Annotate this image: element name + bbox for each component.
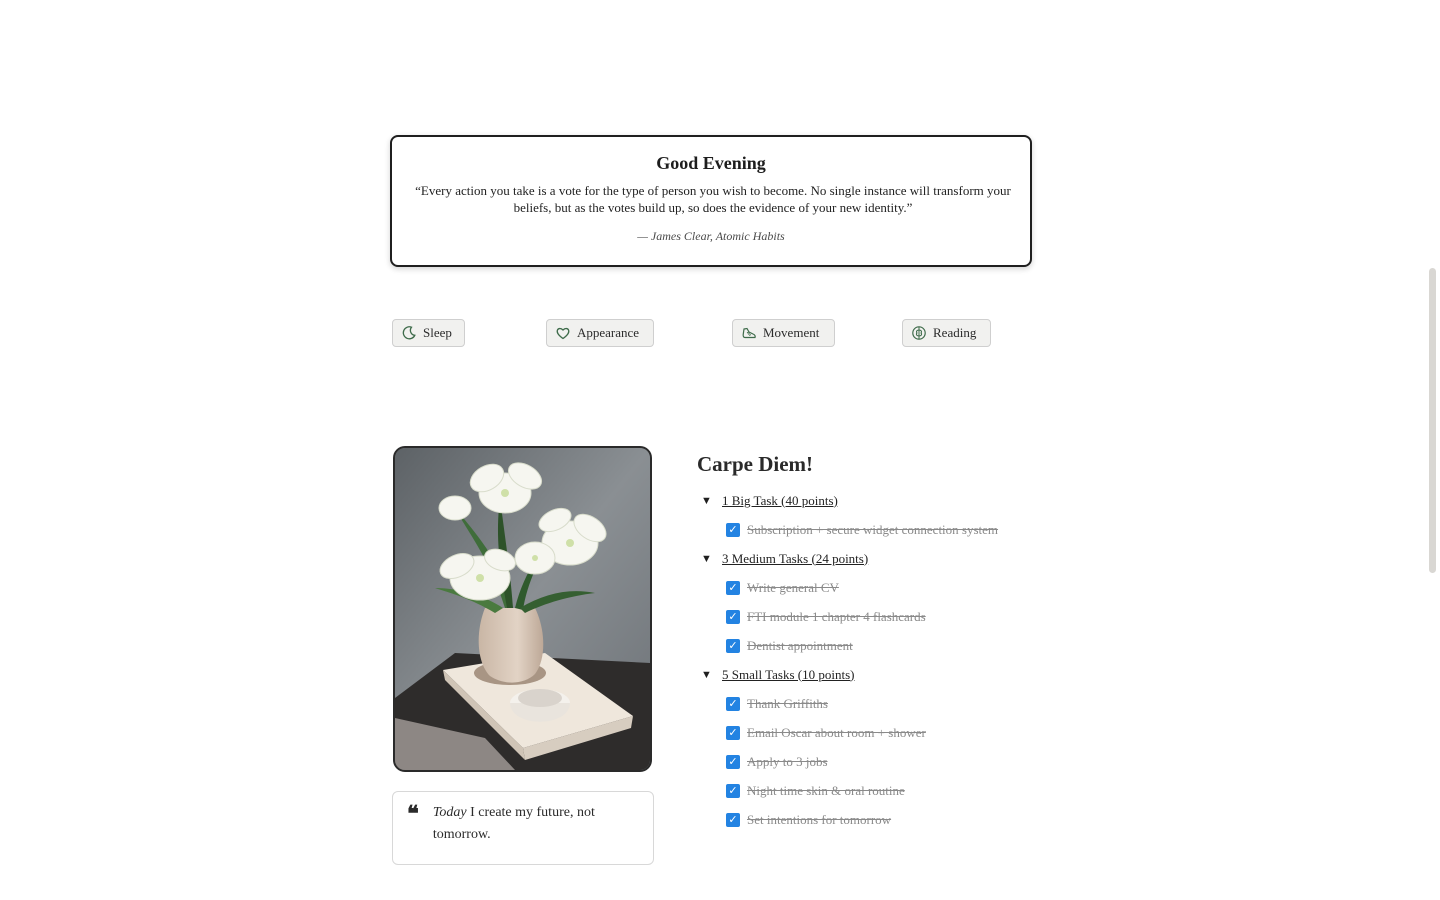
habit-button-movement[interactable]: [732, 319, 835, 347]
toggle-triangle-icon[interactable]: ▼: [701, 552, 712, 565]
task-item: [697, 805, 1057, 834]
checkbox-checked[interactable]: ✓: [726, 523, 740, 537]
task-group-medium: [697, 544, 1057, 573]
habit-button-appearance[interactable]: [546, 319, 654, 347]
task-label[interactable]: Night time skin & oral routine: [747, 782, 905, 798]
habit-button-sleep[interactable]: [392, 319, 465, 347]
task-item: [697, 718, 1057, 747]
task-label[interactable]: Subscription + secure widget connection system: [747, 521, 999, 537]
task-group-label[interactable]: 3 Medium Tasks (24 points): [722, 550, 869, 566]
task-item: [697, 689, 1057, 718]
task-group-big: [697, 486, 1057, 515]
moon-icon: [401, 325, 417, 341]
vertical-scrollbar[interactable]: [1429, 268, 1436, 573]
quote-body: I create my future, not tomorrow.: [432, 805, 595, 842]
toggle-triangle-icon[interactable]: ▼: [701, 494, 712, 507]
greeting-title: Good Evening: [656, 153, 766, 173]
checkbox-checked[interactable]: ✓: [726, 581, 740, 595]
task-group-label[interactable]: 1 Big Task (40 points): [722, 492, 838, 508]
checkbox-checked[interactable]: ✓: [726, 755, 740, 769]
checkbox-checked[interactable]: ✓: [726, 813, 740, 827]
toggle-triangle-icon[interactable]: ▼: [701, 668, 712, 681]
checkbox-checked[interactable]: ✓: [726, 639, 740, 653]
task-group-small: [697, 660, 1057, 689]
greeting-card: [390, 135, 1032, 267]
task-label[interactable]: Write general CV: [747, 579, 839, 595]
task-item: [697, 515, 1057, 544]
daily-quote-text: [433, 802, 639, 864]
habit-quote: “Every action you take is a vote for the type of person you wish to become. No single instance will transform your beliefs, but as the votes build up, so does the evidence of your new identity.”: [415, 183, 1011, 215]
shoe-icon: [741, 325, 757, 341]
task-item: [697, 747, 1057, 776]
task-label[interactable]: Thank Griffiths: [747, 695, 828, 711]
task-list: [697, 450, 1057, 834]
task-list-title: Carpe Diem!: [697, 452, 814, 476]
task-label[interactable]: Dentist appointment: [747, 637, 853, 653]
task-label[interactable]: Apply to 3 jobs: [747, 753, 828, 769]
task-group-label[interactable]: 5 Small Tasks (10 points): [722, 666, 855, 682]
heart-icon: [555, 325, 571, 341]
habit-label: Sleep: [423, 325, 452, 340]
task-item: [697, 602, 1057, 631]
task-item: [697, 631, 1057, 660]
task-item: [697, 776, 1057, 805]
checkbox-checked[interactable]: ✓: [726, 726, 740, 740]
task-label[interactable]: Set intentions for tomorrow: [747, 811, 892, 827]
habit-label: Reading: [933, 325, 977, 340]
brain-icon: [911, 325, 927, 341]
task-label[interactable]: FTI module 1 chapter 4 flashcards: [747, 608, 926, 624]
checkbox-checked[interactable]: ✓: [726, 784, 740, 798]
quote-emphasis: Today: [432, 805, 467, 820]
checkbox-checked[interactable]: ✓: [726, 610, 740, 624]
daily-quote-callout: [392, 791, 654, 865]
quote-icon: ❝: [407, 801, 419, 827]
flower-vase-photo: [393, 446, 652, 772]
habit-label: Movement: [763, 325, 820, 340]
quote-attribution: — James Clear, Atomic Habits: [637, 229, 785, 243]
habit-button-reading[interactable]: [902, 319, 991, 347]
checkbox-checked[interactable]: ✓: [726, 697, 740, 711]
habit-label: Appearance: [577, 325, 640, 340]
task-label[interactable]: Email Oscar about room + shower: [747, 724, 926, 740]
task-item: [697, 573, 1057, 602]
